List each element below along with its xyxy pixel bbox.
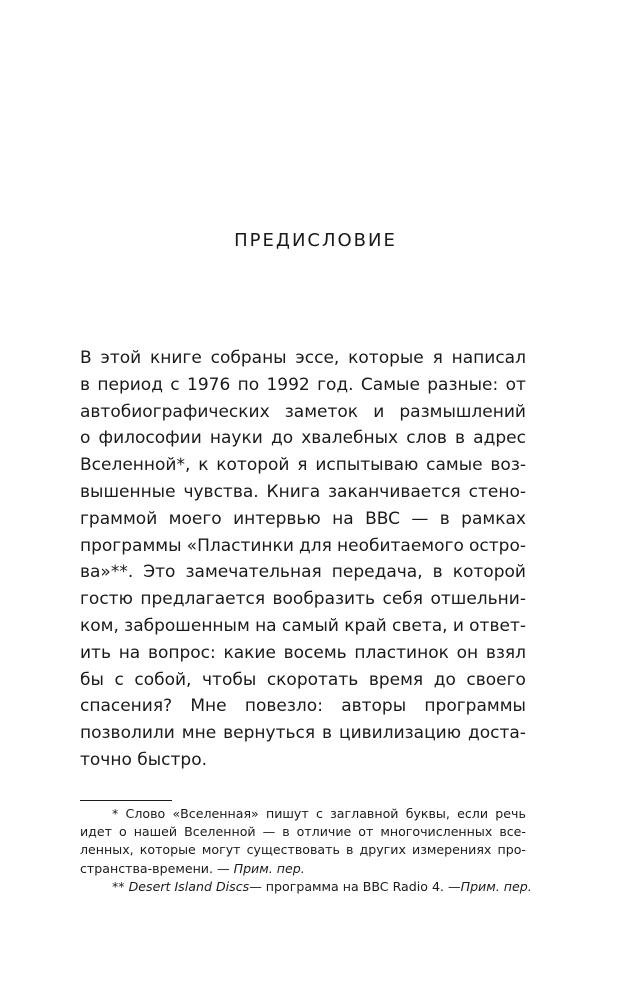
- footnote-1-line: * Слово «Вселенная» пишут с заглавной буквы, если речь: [112, 806, 526, 821]
- body-line: программы «Пластинки для необитаемого остро-: [80, 535, 526, 556]
- body-line: в период с 1976 по 1992 год. Самые разные: от: [80, 374, 526, 395]
- footnote-1-text: странства-времени. —: [80, 860, 230, 876]
- chapter-title: ПРЕДИСЛОВИЕ: [234, 230, 397, 251]
- footnote-2-text: — программа на BBC Radio 4. —: [249, 878, 461, 894]
- body-line: В этой книге собраны эссе, которые я написал: [80, 348, 526, 368]
- footnote-1-last-line: [80, 860, 526, 878]
- footnote-1-line: ленных, которые могут существовать в других измерениях про-: [80, 842, 526, 858]
- footnote-2-note: Прим. пер.: [460, 878, 532, 894]
- footnote-1-note: Прим. пер.: [233, 860, 305, 876]
- body-line: гостю предлагается вообразить себя отшельни-: [80, 589, 526, 610]
- body-line: автобиографических заметок и размышлений: [80, 401, 526, 422]
- body-line: о философии науки до хвалебных слов в адрес: [80, 428, 526, 449]
- body-line: бы с собой, чтобы скоротать время до своего: [80, 669, 526, 690]
- footnote-2-title: ** Desert Island Discs: [112, 878, 250, 894]
- footnote-divider: [80, 800, 172, 801]
- footnote-1-line: идет о нашей Вселенной — в отличие от многочисленных все-: [80, 824, 526, 840]
- body-line: Вселенной*, к которой я испытываю самые воз-: [80, 455, 526, 476]
- footnote-2: [80, 878, 532, 896]
- body-line: вышенные чувства. Книга заканчивается стено-: [80, 481, 526, 502]
- body-text: [80, 345, 526, 774]
- body-line: позволили мне вернуться в цивилизацию доста-: [80, 723, 526, 744]
- body-line-last: точно быстро.: [80, 749, 208, 770]
- body-line: спасения? Мне повезло: авторы программы: [80, 696, 526, 717]
- footnotes: [80, 805, 532, 896]
- body-line: ва»**. Это замечательная передача, в которой: [80, 562, 526, 583]
- body-line: ить на вопрос: какие восемь пластинок он взял: [80, 642, 526, 663]
- body-line: ком, заброшенным на самый край света, и ответ-: [80, 615, 526, 636]
- body-line: граммой моего интервью на BBC — в рамках: [80, 508, 526, 529]
